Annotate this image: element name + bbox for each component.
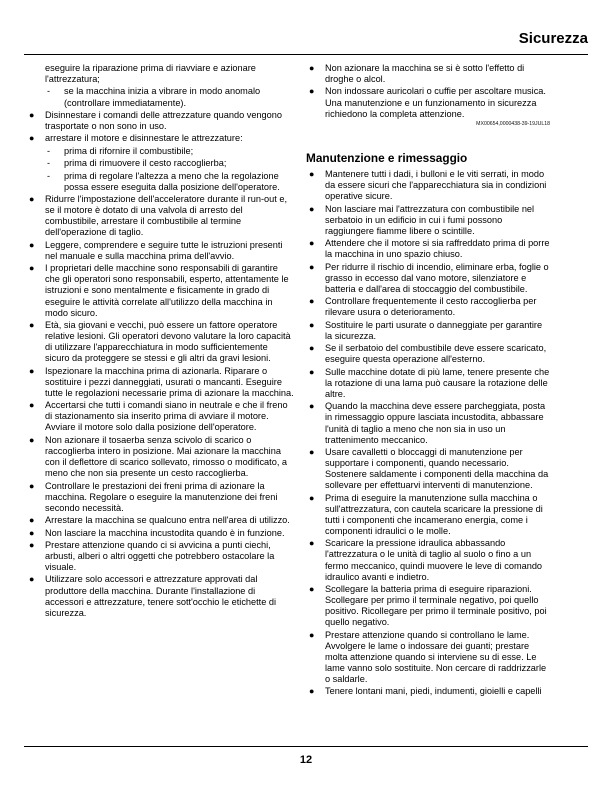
- bullet-icon: ●: [309, 296, 315, 307]
- dash-marker: -: [47, 145, 51, 156]
- bullet-icon: ●: [29, 194, 35, 205]
- bullet-icon: ●: [309, 169, 315, 180]
- list-item-text: Prima di eseguire la manutenzione sulla macchina o sull'attrezzatura, con cautela scaricare la pressione di tutti i componenti che incamerano energia, come i componenti idraulici o le molle.: [325, 492, 543, 536]
- list-item: [26, 481, 294, 514]
- list-item: [26, 320, 294, 364]
- list-item: [306, 238, 550, 260]
- list-item-text: Prestare attenzione quando si controllano le lame. Avvolgere le lame o indossare dei guanti; prestare molta attenzione quando si interviene su di esse. Le lame vanno solo sostituite. Non cercare di raddrizzarle o saldarle.: [325, 629, 547, 685]
- list-item: [306, 169, 550, 202]
- bullet-icon: ●: [309, 63, 315, 73]
- list-item-text: Mantenere tutti i dadi, i bulloni e le viti serrati, in modo da essere sicuri che l'apparecchiatura sia in condizioni operative sicure.: [325, 169, 547, 202]
- list-item-text: Disinnestare i comandi delle attrezzature quando vengono trasportate o non sono in uso.: [45, 109, 282, 132]
- list-item: [306, 447, 550, 491]
- list-item-text: Non azionare la macchina se si è sotto l'effetto di droghe o alcol.: [325, 63, 525, 85]
- list-item: [306, 343, 550, 365]
- list-item: [26, 263, 294, 318]
- left-column: [26, 63, 294, 620]
- bullet-icon: ●: [309, 261, 315, 272]
- dash-marker: -: [47, 86, 51, 97]
- list-item: [26, 63, 294, 85]
- bullet-icon: ●: [309, 343, 315, 354]
- reference-code: MX00654,0000438-39-19JUL18: [476, 121, 550, 128]
- list-item-text: Quando la macchina deve essere parcheggiata, posta in rimessaggio oppure lasciata incustodita, abbassare l'unità di taglio a meno che non sia in uso un trattenimento meccanico.: [325, 401, 546, 445]
- sub-list-item: [26, 86, 294, 108]
- list-item: [306, 86, 550, 119]
- bullet-icon: ●: [309, 366, 315, 377]
- bullet-icon: ●: [309, 584, 315, 594]
- list-item: [26, 540, 294, 573]
- list-item-text: eseguire la riparazione prima di riavviare e azionare l'attrezzatura;: [45, 63, 256, 85]
- list-item-text: Controllare le prestazioni dei freni prima di azionare la macchina. Regolare o eseguire la manutenzione dei freni secondo necessità.: [45, 480, 278, 513]
- list-item-text: Ridurre l'impostazione dell'acceleratore durante il run-out e, se il motore è dotato di una valvola di arresto del combustibile, arrestare il combustibile al termine dell'operazione di taglio.: [45, 194, 287, 238]
- list-item-text: I proprietari delle macchine sono responsabili di garantire che gli operatori sono responsabili, esperto, attentamente le istruzioni e sono mentalmente e fisicamente in grado di eseguire le attività correlate all'utilizzo della macchina in modo sicuro.: [45, 263, 289, 318]
- bullet-icon: ●: [309, 629, 315, 640]
- list-item-text: arrestare il motore e disinnestare le attrezzature:: [45, 133, 243, 144]
- list-item: [306, 584, 550, 628]
- sub-list-item: [26, 146, 294, 157]
- bullet-icon: ●: [309, 446, 315, 457]
- page-title: Sicurezza: [518, 30, 588, 47]
- list-item-text: Controllare frequentemente il cesto raccoglierba per rilevare usura o deterioramento.: [325, 296, 537, 318]
- header-divider: [24, 54, 588, 55]
- bullet-icon: ●: [29, 527, 35, 538]
- list-item-text: Età, sia giovani e vecchi, può essere un fattore operatore relative lesioni. Gli operatori devono valutare la loro capacità di utilizzare l'apparecchiatura in modo sufficientemente sicuro da proteggere se stessi e gli altri da gravi lesioni.: [45, 320, 291, 364]
- list-item-text: Non lasciare mai l'attrezzatura con combustibile nel serbatoio in un edificio in cui i fumi possono raggiungere fiamme libere o scintille.: [325, 203, 535, 236]
- list-item: [306, 630, 550, 685]
- sub-list-item-text: se la macchina inizia a vibrare in modo anomalo (controllare immediatamente).: [64, 86, 261, 108]
- list-item-text: Accertarsi che tutti i comandi siano in neutrale e che il freno di stazionamento sia inserito prima di avviare il motore. Avviare il motore solo dalla posizione dell'operatore.: [45, 400, 288, 433]
- list-item: [26, 574, 294, 618]
- sub-list-item: [26, 171, 294, 193]
- list-item-text: Leggere, comprendere e seguire tutte le istruzioni presenti nel manuale e sulla macchina prima dell'avvio.: [45, 239, 283, 261]
- dash-marker: -: [47, 170, 51, 181]
- bullet-icon: ●: [29, 515, 35, 526]
- bullet-icon: ●: [29, 434, 35, 445]
- sub-list-item: [26, 158, 294, 169]
- section-title: Manutenzione e rimessaggio: [306, 151, 468, 166]
- bullet-icon: ●: [29, 239, 35, 250]
- bullet-icon: ●: [29, 320, 35, 331]
- list-item: [26, 366, 294, 399]
- bullet-icon: ●: [29, 263, 35, 274]
- bullet-icon: ●: [309, 686, 315, 697]
- bullet-icon: ●: [309, 238, 315, 249]
- list-item: [306, 538, 550, 582]
- list-item: [26, 400, 294, 433]
- list-item: [306, 296, 550, 318]
- bullet-icon: ●: [29, 400, 35, 411]
- list-item: [26, 528, 294, 539]
- list-item-text: Sostituire le parti usurate o danneggiate per garantire la sicurezza.: [325, 319, 543, 341]
- list-item-text: Ispezionare la macchina prima di azionarla. Riparare o sostituire i pezzi danneggiati, usurati o mancanti. Eseguire tutte le regolazioni necessarie prima di azionare la macchina.: [45, 365, 294, 398]
- list-item: [26, 435, 294, 479]
- list-item-text: Se il serbatoio del combustibile deve essere scaricato, eseguire questa operazione all'esterno.: [325, 343, 547, 365]
- list-item-text: Scaricare la pressione idraulica abbassando l'attrezzatura o le unità di taglio al suolo o fino a un fermo meccanico, quindi muovere le leve di comando idraulico avanti e indietro.: [325, 538, 543, 582]
- list-item: [306, 401, 550, 445]
- bullet-icon: ●: [309, 203, 315, 214]
- list-item-text: Arrestare la macchina se qualcuno entra nell'area di utilizzo.: [45, 515, 290, 526]
- list-item-text: Tenere lontani mani, piedi, indumenti, gioielli e capelli: [325, 686, 542, 697]
- list-item-text: Usare cavalletti o bloccaggi di manutenzione per supportare i componenti, quando necessario. Sostenere saldamente i componenti della macchina da sollevare per effettuarvi interventi di manutenzione.: [325, 446, 549, 491]
- list-item: [26, 110, 294, 132]
- sub-list-item-text: prima di regolare l'altezza a meno che la regolazione possa essere eseguita dalla posizione dell'operatore.: [64, 170, 280, 192]
- list-item: [26, 515, 294, 526]
- list-item-text: Attendere che il motore si sia raffreddato prima di porre la macchina in uno spazio chiuso.: [325, 238, 550, 260]
- list-item-text: Non azionare il tosaerba senza scivolo di scarico o raccoglierba intero in posizione. Mai azionare la macchina con il deflettore di scarico sollevato, rimosso o modificato, a meno che non sia presente un cesto raccoglierba.: [45, 434, 288, 479]
- bullet-icon: ●: [29, 133, 35, 144]
- bullet-icon: ●: [309, 538, 315, 549]
- list-item-text: Non indossare auricolari o cuffie per ascoltare musica. Una manutenzione e un funzionamento in sicurezza richiedono la completa attenzione.: [325, 86, 546, 119]
- list-item: [306, 686, 550, 697]
- list-item: [306, 262, 550, 295]
- bullet-icon: ●: [309, 401, 315, 412]
- list-item: [306, 320, 550, 342]
- bullet-icon: ●: [309, 86, 315, 97]
- bullet-icon: ●: [309, 319, 315, 330]
- list-item: [306, 367, 550, 400]
- footer-divider: [24, 746, 588, 747]
- list-item-text: Sulle macchine dotate di più lame, tenere presente che la rotazione di una lama può causare la rotazione delle altre.: [325, 366, 550, 399]
- bullet-icon: ●: [29, 365, 35, 376]
- bullet-icon: ●: [29, 109, 35, 120]
- list-item: [306, 204, 550, 237]
- list-item: [26, 133, 294, 144]
- list-item-text: Scollegare la batteria prima di eseguire riparazioni. Scollegare per primo il terminale negativo, poi quello positivo. Ricollegare per primo il terminale positivo, poi quello negativo.: [325, 584, 547, 628]
- list-item: [26, 240, 294, 262]
- sub-list-item-text: prima di rimuovere il cesto raccoglierba;: [64, 158, 227, 169]
- list-item: [26, 194, 294, 238]
- list-item-text: Prestare attenzione quando ci si avvicina a punti ciechi, arbusti, alberi o altri oggetti che potrebbero ostacolare la visuale.: [45, 539, 275, 573]
- bullet-icon: ●: [309, 492, 315, 503]
- list-item: [306, 63, 550, 85]
- bullet-icon: ●: [29, 480, 35, 491]
- list-item-text: Utilizzare solo accessori e attrezzature approvati dal produttore della macchina. Durante l'installazione di accessori e attrezzature, tenere sott'occhio le etichette di sicurezza.: [45, 574, 277, 618]
- list-item: [306, 493, 550, 537]
- bullet-icon: ●: [29, 539, 35, 550]
- list-item-text: Non lasciare la macchina incustodita quando è in funzione.: [45, 527, 285, 538]
- right-column: [306, 63, 550, 699]
- dash-marker: -: [47, 158, 51, 169]
- list-item-text: Per ridurre il rischio di incendio, eliminare erba, foglie o grasso in eccesso dal vano motore, silenziatore e batteria e dall'area di stoccaggio del combustibile.: [325, 261, 549, 294]
- bullet-icon: ●: [29, 574, 35, 585]
- page-number: 12: [299, 754, 313, 766]
- sub-list-item-text: prima di rifornire il combustibile;: [64, 145, 194, 156]
